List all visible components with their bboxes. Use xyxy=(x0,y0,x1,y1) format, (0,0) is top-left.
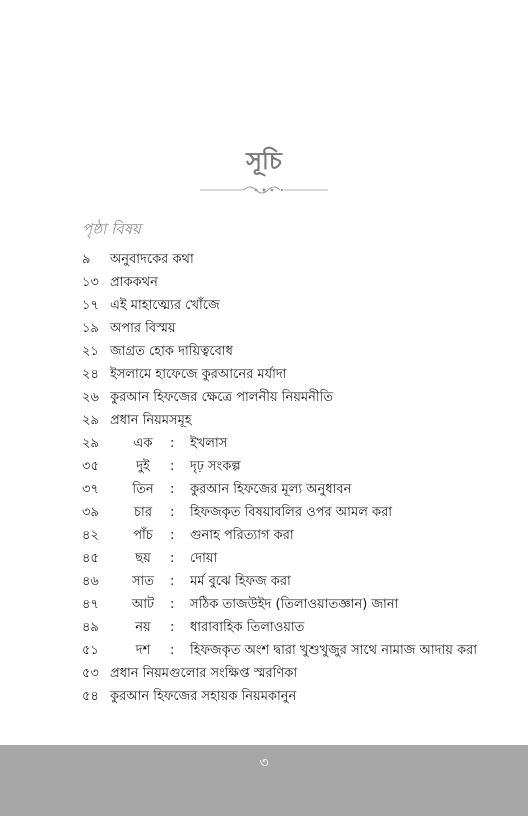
toc-entry-title: এই মাহাত্ম্যের খোঁজে xyxy=(110,298,220,313)
toc-entry xyxy=(82,340,482,363)
toc-entry xyxy=(82,294,482,317)
toc-page-number: ৫৩ xyxy=(82,666,99,681)
toc-subentry xyxy=(82,570,482,593)
toc-entry-title: জাগ্রত হোক দায়িত্ববোধ xyxy=(110,344,233,359)
table-of-contents xyxy=(82,248,482,708)
toc-subentry-number: পাঁচ xyxy=(133,528,153,543)
toc-subentry-title: হিফজকৃত অংশ দ্বারা খুশুখুজুর সাথে নামাজ আদায় করা xyxy=(190,643,478,658)
toc-entry-title: কুরআন হিফজের ক্ষেত্রে পালনীয় নিয়মনীতি xyxy=(110,390,334,405)
page-footer xyxy=(0,745,528,816)
toc-page-number: ৩৭ xyxy=(82,482,99,497)
toc-page-number: ৪২ xyxy=(82,528,99,543)
toc-page-number: ২৯ xyxy=(82,413,99,428)
toc-colon: : xyxy=(170,459,175,474)
toc-subentry-number: নয় xyxy=(135,620,151,635)
toc-entry-title: অপার বিস্ময় xyxy=(110,321,176,336)
toc-subentry-number: দশ xyxy=(135,643,151,658)
toc-entry-title: প্রধান নিয়মসমূহ xyxy=(110,413,192,428)
toc-subentry-title: ইখলাস xyxy=(190,436,228,451)
toc-subentry-title: দোয়া xyxy=(190,551,218,566)
toc-subentry-title: হিফজকৃত বিষয়াবলির ওপর আমল করা xyxy=(190,505,393,520)
toc-colon: : xyxy=(170,528,175,543)
toc-page-number: ১৭ xyxy=(82,298,99,313)
toc-subentry xyxy=(82,432,482,455)
toc-colon: : xyxy=(170,505,175,520)
toc-entry xyxy=(82,248,482,271)
toc-subentry-title: সঠিক তাজউইদ (তিলাওয়াতজ্ঞান) জানা xyxy=(190,597,399,612)
toc-page-number: ২৬ xyxy=(82,390,99,405)
toc-entry-title: প্রাককথন xyxy=(110,275,158,290)
toc-subentry-title: দৃঢ় সংকল্প xyxy=(190,459,241,474)
toc-page-number: ৪৭ xyxy=(82,597,99,612)
toc-subentry-number: ছয় xyxy=(135,551,151,566)
toc-page-number: ২৪ xyxy=(82,367,99,382)
toc-entry-title: ইসলামে হাফেজে কুরআনের মর্যাদা xyxy=(110,367,287,382)
toc-subentry xyxy=(82,524,482,547)
toc-colon: : xyxy=(170,643,175,658)
toc-subentry xyxy=(82,478,482,501)
toc-entry xyxy=(82,662,482,685)
toc-page-number: ৫১ xyxy=(82,643,99,658)
toc-page-number: ৩৫ xyxy=(82,459,99,474)
toc-subentry xyxy=(82,547,482,570)
toc-page-number: ২১ xyxy=(82,344,99,359)
toc-subentry xyxy=(82,501,482,524)
toc-subentry-title: গুনাহ পরিত্যাগ করা xyxy=(190,528,294,543)
toc-page-number: ১৩ xyxy=(82,275,99,290)
page-number: ৩ xyxy=(259,755,269,771)
toc-page-number: ১৯ xyxy=(82,321,99,336)
toc-subentry-number: সাত xyxy=(131,574,155,589)
toc-entry-title: প্রধান নিয়মগুলোর সংক্ষিপ্ত স্মরণিকা xyxy=(110,666,298,681)
toc-subentry-number: দুই xyxy=(136,459,150,474)
toc-page-number: ৪৫ xyxy=(82,551,99,566)
toc-entry xyxy=(82,685,482,708)
toc-colon: : xyxy=(170,482,175,497)
toc-entry xyxy=(82,363,482,386)
toc-page-number: ২৯ xyxy=(82,436,99,451)
toc-page-number: ৫৪ xyxy=(82,689,99,704)
toc-subentry-number: আট xyxy=(131,597,155,612)
divider-ornament-icon xyxy=(198,180,330,200)
toc-page-number: ৪৯ xyxy=(82,620,99,635)
toc-subentry-title: কুরআন হিফজের মূল্য অনুধাবন xyxy=(190,482,352,497)
toc-entry xyxy=(82,271,482,294)
toc-subentry xyxy=(82,593,482,616)
toc-entry xyxy=(82,317,482,340)
toc-colon: : xyxy=(170,620,175,635)
toc-heading: পৃষ্ঠা বিষয় xyxy=(82,220,141,238)
page-title: সূচি xyxy=(246,147,282,175)
toc-entry-title: কুরআন হিফজের সহায়ক নিয়মকানুন xyxy=(110,689,297,704)
toc-subentry-title: ধারাবাহিক তিলাওয়াত xyxy=(190,620,305,635)
toc-colon: : xyxy=(170,436,175,451)
toc-colon: : xyxy=(170,551,175,566)
toc-entry-title: অনুবাদকের কথা xyxy=(110,252,194,267)
toc-subentry xyxy=(82,616,482,639)
toc-colon: : xyxy=(170,597,175,612)
toc-subentry-number: এক xyxy=(133,436,153,451)
toc-page-number: ৪৬ xyxy=(82,574,99,589)
toc-page-number: ৩৯ xyxy=(82,505,99,520)
toc-entry xyxy=(82,409,482,432)
toc-subentry-number: চার xyxy=(134,505,152,520)
toc-subentry xyxy=(82,455,482,478)
toc-subentry xyxy=(82,639,482,662)
toc-subentry-number: তিন xyxy=(132,482,154,497)
toc-colon: : xyxy=(170,574,175,589)
toc-page-number: ৯ xyxy=(82,252,91,267)
toc-subentry-title: মর্ম বুঝে হিফজ করা xyxy=(190,574,291,589)
toc-entry xyxy=(82,386,482,409)
